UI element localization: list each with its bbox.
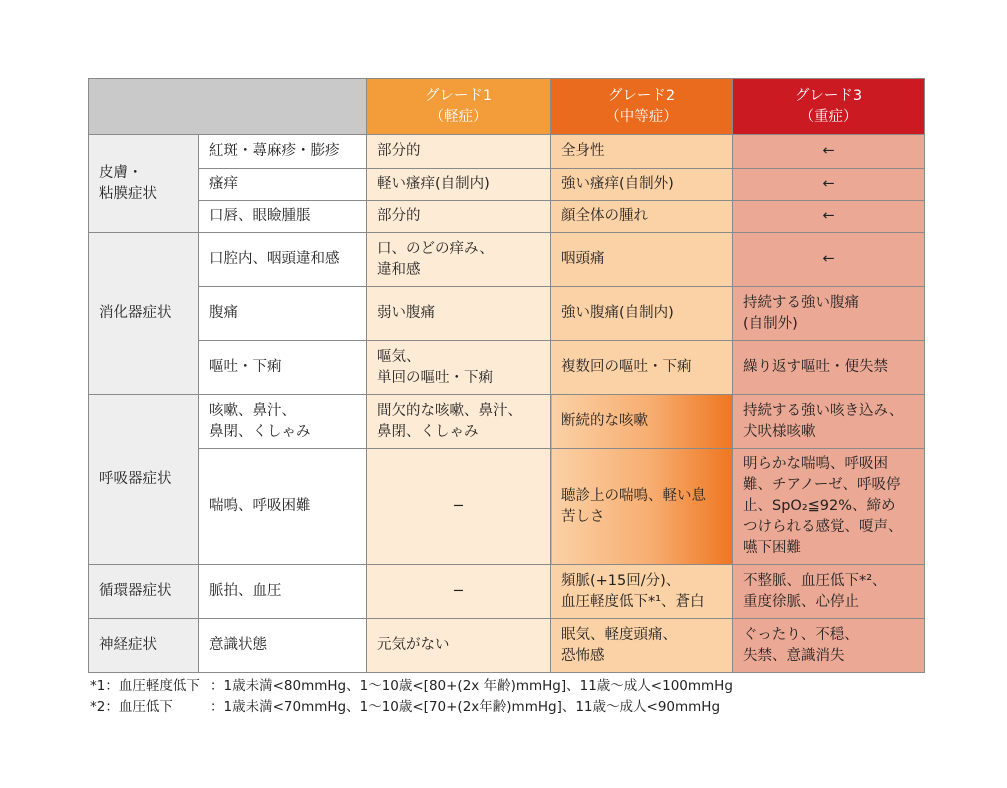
header-grade2-label: グレード2 xyxy=(607,87,676,104)
grade2-cell: 強い瘙痒(自制外) xyxy=(551,169,733,201)
grade2-cell: 頻脈(+15回/分)、 血圧軽度低下*¹、蒼白 xyxy=(551,565,733,619)
category-neurological: 神経症状 xyxy=(89,619,199,673)
same-as-left-arrow: ← xyxy=(733,135,925,169)
grade1-cell: − xyxy=(367,565,551,619)
table-row xyxy=(89,565,925,619)
symptom-cell: 腹痛 xyxy=(199,287,367,341)
category-skin: 皮膚・ 粘膜症状 xyxy=(89,135,199,233)
category-digestive: 消化器症状 xyxy=(89,233,199,395)
table-row xyxy=(89,169,925,201)
table-row xyxy=(89,395,925,449)
symptom-cell: 脈拍、血圧 xyxy=(199,565,367,619)
header-row xyxy=(89,79,925,135)
header-grade2-severity: （中等症） xyxy=(605,108,678,125)
header-grade1 xyxy=(367,79,551,135)
symptom-cell: 嘔吐・下痢 xyxy=(199,341,367,395)
table-row xyxy=(89,233,925,287)
grade1-cell: 元気がない xyxy=(367,619,551,673)
footnote-1-text: ：1歳未満<80mmHg、1〜10歳<[80+(2x 年齢)mmHg]、11歳〜成人<100mmHg xyxy=(210,678,733,694)
grade1-cell: 軽い瘙痒(自制内) xyxy=(367,169,551,201)
grade1-cell: 嘔気、 単回の嘔吐・下痢 xyxy=(367,341,551,395)
header-grade3-label: グレード3 xyxy=(794,87,863,104)
footnote-1-label: *1：血圧軽度低下 xyxy=(90,678,200,694)
header-grade3 xyxy=(733,79,925,135)
footnote-1 xyxy=(90,676,733,697)
header-blank-cell xyxy=(89,79,367,135)
grade1-cell: 間欠的な咳嗽、鼻汁、 鼻閉、くしゃみ xyxy=(367,395,551,449)
grade2-cell: 強い腹痛(自制内) xyxy=(551,287,733,341)
table-row xyxy=(89,341,925,395)
footnote-2-label: *2：血圧低下 xyxy=(90,699,173,715)
same-as-left-arrow: ← xyxy=(733,201,925,233)
symptom-cell: 喘鳴、呼吸困難 xyxy=(199,449,367,565)
grade3-cell: ぐったり、不穏、 失禁、意識消失 xyxy=(733,619,925,673)
symptom-cell: 口腔内、咽頭違和感 xyxy=(199,233,367,287)
anaphylaxis-grade-table xyxy=(88,78,925,673)
anaphylaxis-grade-table-wrapper xyxy=(88,78,925,673)
grade3-cell: 不整脈、血圧低下*²、 重度徐脈、心停止 xyxy=(733,565,925,619)
header-grade2 xyxy=(551,79,733,135)
grade1-cell: 部分的 xyxy=(367,201,551,233)
grade3-cell: 持続する強い腹痛 (自制外) xyxy=(733,287,925,341)
grade2-cell: 聴診上の喘鳴、軽い息 苦しさ xyxy=(551,449,733,565)
symptom-cell: 紅斑・蕁麻疹・膨疹 xyxy=(199,135,367,169)
footnote-2 xyxy=(90,697,733,718)
table-row xyxy=(89,619,925,673)
category-respiratory: 呼吸器症状 xyxy=(89,395,199,565)
header-grade1-label: グレード1 xyxy=(424,87,493,104)
grade2-cell: 咽頭痛 xyxy=(551,233,733,287)
grade2-cell: 顔全体の腫れ xyxy=(551,201,733,233)
symptom-cell: 口唇、眼瞼腫脹 xyxy=(199,201,367,233)
table-row xyxy=(89,201,925,233)
grade2-cell: 全身性 xyxy=(551,135,733,169)
same-as-left-arrow: ← xyxy=(733,233,925,287)
grade3-cell: 明らかな喘鳴、呼吸困 難、チアノーゼ、呼吸停 止、SpO₂≦92%、締め つけられる感覚、嗄声、 嚥下困難 xyxy=(733,449,925,565)
grade3-cell: 持続する強い咳き込み、 犬吠様咳嗽 xyxy=(733,395,925,449)
footnote-2-text: ：1歳未満<70mmHg、1〜10歳<[70+(2x年齢)mmHg]、11歳〜成人<90mmHg xyxy=(210,699,721,715)
grade2-cell: 複数回の嘔吐・下痢 xyxy=(551,341,733,395)
header-grade3-severity: （重症） xyxy=(799,108,858,125)
header-grade1-severity: （軽症） xyxy=(429,108,488,125)
grade3-cell: 繰り返す嘔吐・便失禁 xyxy=(733,341,925,395)
grade2-cell: 眠気、軽度頭痛、 恐怖感 xyxy=(551,619,733,673)
symptom-cell: 咳嗽、鼻汁、 鼻閉、くしゃみ xyxy=(199,395,367,449)
symptom-cell: 意識状態 xyxy=(199,619,367,673)
footnotes xyxy=(90,676,733,718)
symptom-cell: 瘙痒 xyxy=(199,169,367,201)
grade1-cell: 口、のどの痒み、 違和感 xyxy=(367,233,551,287)
table-row xyxy=(89,449,925,565)
grade1-cell: − xyxy=(367,449,551,565)
table-row xyxy=(89,287,925,341)
grade2-cell: 断続的な咳嗽 xyxy=(551,395,733,449)
grade1-cell: 弱い腹痛 xyxy=(367,287,551,341)
table-row xyxy=(89,135,925,169)
category-circulatory: 循環器症状 xyxy=(89,565,199,619)
grade1-cell: 部分的 xyxy=(367,135,551,169)
same-as-left-arrow: ← xyxy=(733,169,925,201)
